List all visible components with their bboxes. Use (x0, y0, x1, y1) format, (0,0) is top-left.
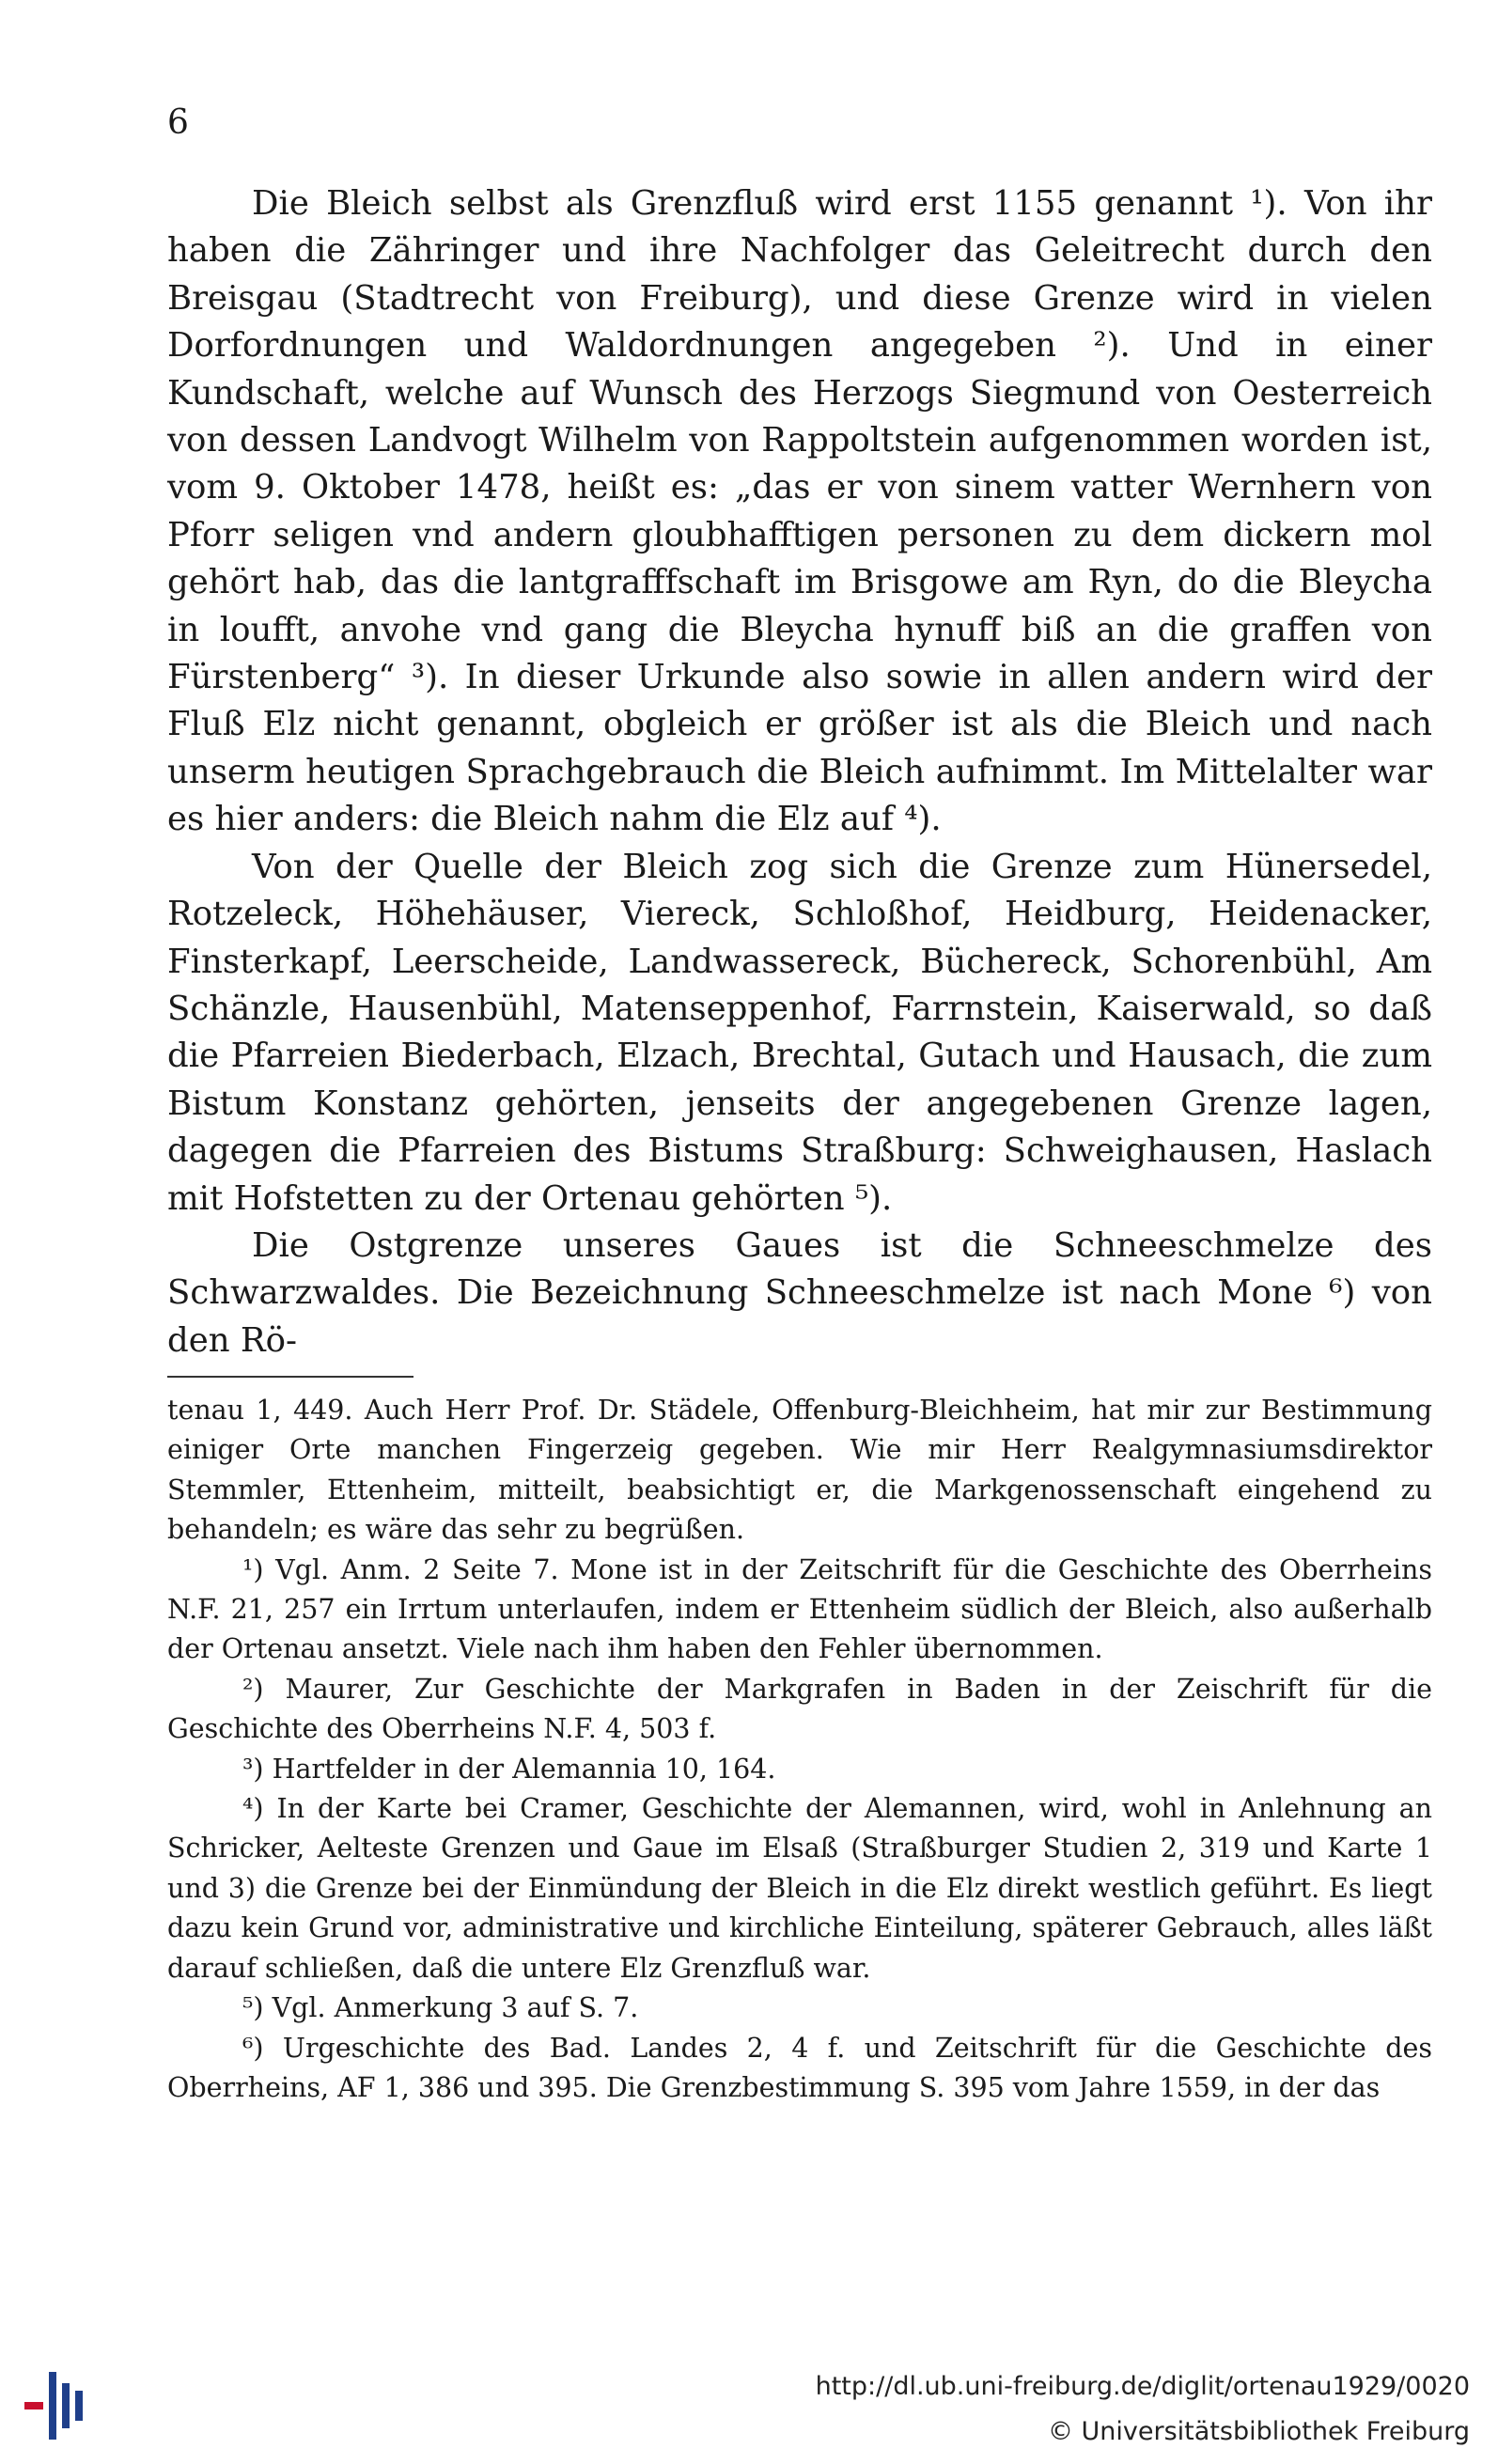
main-text (167, 180, 1432, 1365)
footnote: ⁴) In der Karte bei Cramer, Geschichte der Alemannen, wird, wohl in Anlehnung an Schricker, Aelteste Grenzen und Gaue im Elsaß (Straßburger Studien 2, 319 und Karte 1 und 3) die Grenze bei der Einmündung der Bleich in die Elz direkt westlich geführt. Es liegt dazu kein Grund vor, administrative und kirchliche Einteilung, späterer Gebrauch, alles läßt darauf schließen, daß die untere Elz Grenzfluß war. (167, 1793, 1432, 1984)
footnote: ¹) Vgl. Anm. 2 Seite 7. Mone ist in der Zeitschrift für die Geschichte des Oberrheins N.F. 21, 257 ein Irrtum unterlaufen, indem er Ettenheim südlich der Bleich, also außerhalb der Ortenau ansetzt. Viele nach ihm haben den Fehler übernommen. (167, 1553, 1432, 1665)
footnote: ³) Hartfelder in der Alemannia 10, 164. (242, 1753, 776, 1785)
footnote: ⁶) Urgeschichte des Bad. Landes 2, 4 f. und Zeitschrift für die Geschichte des Oberrheins, AF 1, 386 und 395. Die Grenzbestimmung S. 395 vom Jahre 1559, in der das (167, 2032, 1432, 2103)
footnote: ²) Maurer, Zur Geschichte der Markgrafen in Baden in der Zeischrift für die Geschichte des Oberrheins N.F. 4, 503 f. (167, 1673, 1432, 1745)
paragraph: Die Bleich selbst als Grenzfluß wird erst 1155 genannt ¹). Von ihr haben die Zähringer und ihre Nachfolger das Geleitrecht durch den Breisgau (Stadtrecht von Freiburg), und diese Grenze wird in vielen Dorfordnungen und Waldordnungen angegeben ²). Und in einer Kundschaft, welche auf Wunsch des Herzogs Siegmund von Oesterreich von dessen Landvogt Wilhelm von Rappoltstein aufgenommen worden ist, vom 9. Oktober 1478, heißt es: „das er von sinem vatter Wernhern von Pforr seligen vnd andern gloubhafftigen personen zu dem dickern mol gehört hab, das die lantgrafffschaft im Brisgowe am Ryn, do die Bleycha in loufft, anvohe vnd gang die Bleycha hynuff biß an die graffen von Fürstenberg“ ³). In dieser Urkunde also sowie in allen andern wird der Fluß Elz nicht genannt, obgleich er größer ist als die Bleich und nach unserm heutigen Sprachgebrauch die Bleich aufnimmt. Im Mittelalter war es hier anders: die Bleich nahm die Elz auf ⁴). (167, 184, 1432, 839)
page-number: 6 (167, 103, 189, 142)
footnote-continuation: tenau 1, 449. Auch Herr Prof. Dr. Städele, Offenburg-Bleichheim, hat mir zur Bestimmung einiger Orte manchen Fingerzeig gegeben. Wie mir Herr Realgymnasiumsdirektor Stemmler, Ettenheim, mitteilt, beabsichtigt er, die Markgenossenschaft eingehend zu behandeln; es wäre das sehr zu begrüßen. (167, 1395, 1432, 1546)
copyright-notice: © Universitätsbibliothek Freiburg (1047, 2417, 1470, 2446)
paragraph: Von der Quelle der Bleich zog sich die Grenze zum Hünersedel, Rotzeleck, Höhehäuser, Viereck, Schloßhof, Heidburg, Heidenacker, Finsterkapf, Leerscheide, Landwassereck, Büchereck, Schorenbühl, Am Schänzle, Hausenbühl, Matenseppenhof, Farrnstein, Kaiserwald, so daß die Pfarreien Biederbach, Elzach, Brechtal, Gutach und Hausach, die zum Bistum Konstanz gehörten, jenseits der angegebenen Grenze lagen, dagegen die Pfarreien des Bistums Straßburg: Schweighausen, Haslach mit Hofstetten zu der Ortenau gehörten ⁵). (167, 847, 1432, 1218)
footnote-divider (167, 1376, 414, 1378)
source-url-link[interactable]: http://dl.ub.uni-freiburg.de/diglit/ortenau1929/0020 (815, 2372, 1470, 2401)
ub-freiburg-logo-icon[interactable] (21, 2370, 96, 2441)
footnote: ⁵) Vgl. Anmerkung 3 auf S. 7. (242, 1992, 639, 2024)
paragraph: Die Ostgrenze unseres Gaues ist die Schneeschmelze des Schwarzwaldes. Die Bezeichnung Schneeschmelze ist nach Mone ⁶) von den Rö- (167, 1225, 1432, 1360)
footnotes (167, 1391, 1432, 2108)
